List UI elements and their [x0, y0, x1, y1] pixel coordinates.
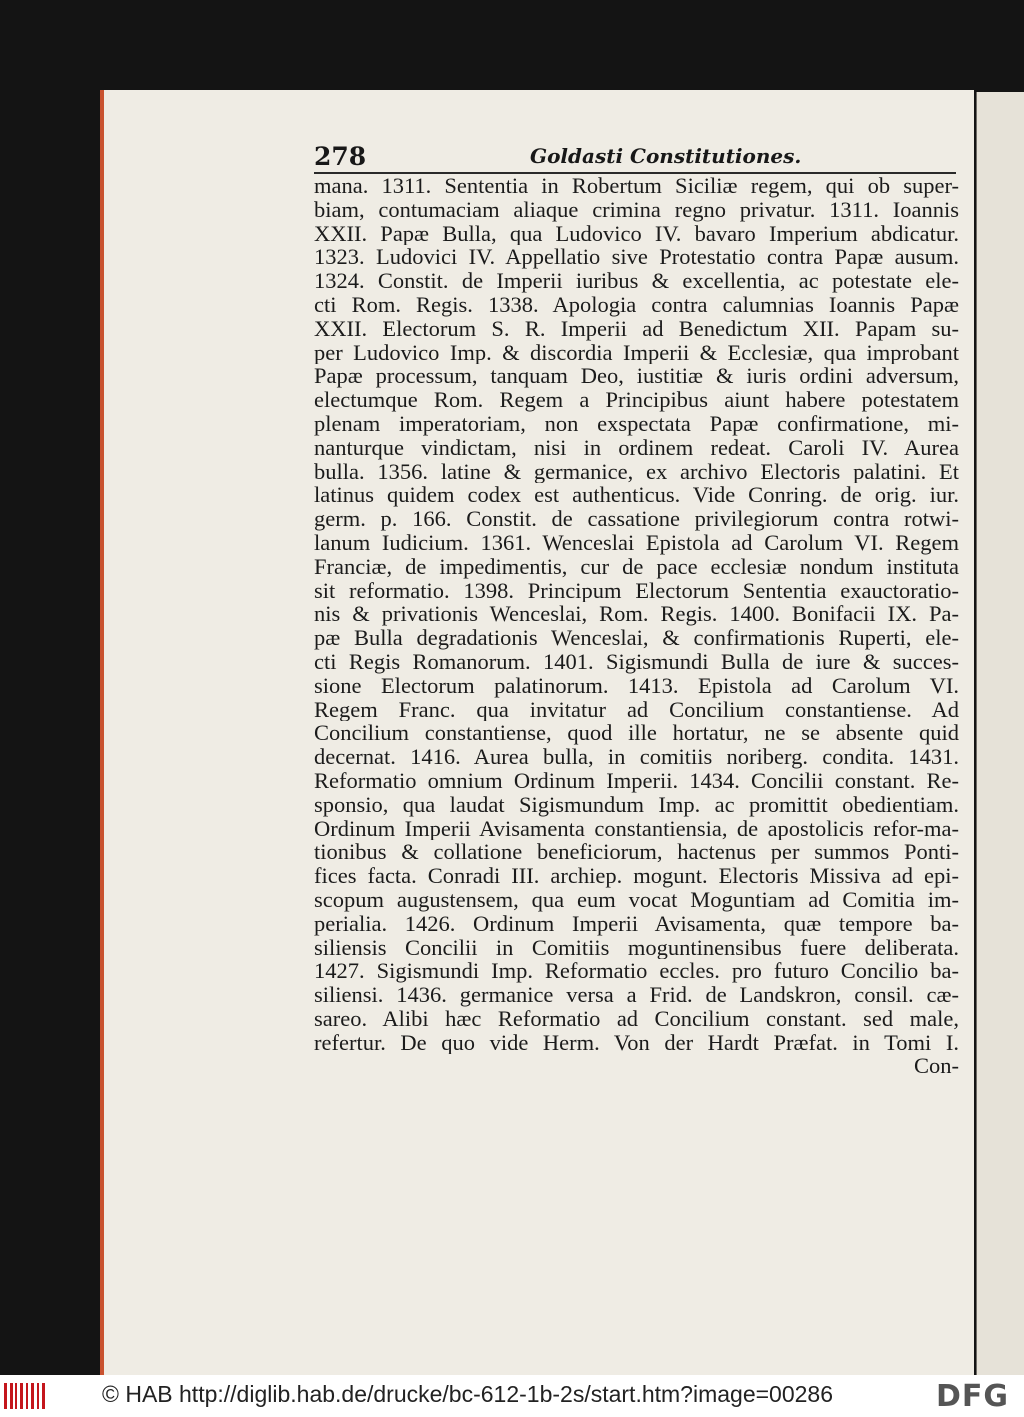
- body-text: [314, 174, 959, 1078]
- catchword: Con-: [914, 1054, 959, 1079]
- text-line: nanturque vindictam, nisi in ordinem redeat. Caroli IV. Aurea: [314, 435, 959, 460]
- text-line: fices facta. Conradi III. archiep. mogunt. Electoris Missiva ad epi-: [314, 864, 959, 888]
- running-title: Goldasti Constitutiones.: [530, 144, 802, 168]
- text-line: lanum Iudicium. 1361. Wenceslai Epistola ad Carolum VI. Regem: [314, 530, 959, 555]
- text-line: 1427. Sigismundi Imp. Reformatio eccles. pro futuro Concilio ba-: [314, 959, 959, 984]
- text-line: siliensis Concilii in Comitiis moguntinensibus fuere deliberata.: [314, 935, 959, 960]
- page-header: [314, 142, 964, 172]
- dfg-logo: DFG: [936, 1379, 1010, 1414]
- text-line: scopum augustensem, qua eum vocat Moguntiam ad Comitia im-: [314, 887, 959, 912]
- text-line: XXII. Electorum S. R. Imperii ad Benedictum XII. Papam su-: [314, 316, 959, 341]
- text-line: Ordinum Imperii Avisamenta constantiensia, de apostolicis refor-ma-: [314, 816, 959, 841]
- text-line: germ. p. 166. Constit. de cassatione privilegiorum contra rotwi-: [314, 507, 959, 531]
- text-line: per Ludovico Imp. & discordia Imperii & Ecclesiæ, qua improbant: [314, 340, 959, 365]
- text-line: XXII. Papæ Bulla, qua Ludovico IV. bavaro Imperium abdicatur.: [314, 221, 959, 246]
- text-line: Papæ processum, tanquam Deo, iustitiæ & iuris ordini adversum,: [314, 364, 959, 389]
- text-line: sit reformatio. 1398. Principum Electorum Sententia exauctoratio-: [314, 578, 959, 603]
- facing-page-edge: [976, 92, 1024, 1375]
- text-line: biam, contumaciam aliaque crimina regno privatur. 1311. Ioannis: [314, 197, 959, 222]
- text-line: refertur. De quo vide Herm. Von der Hardt Præfat. in Tomi I.: [314, 1030, 959, 1055]
- text-line: sponsio, qua laudat Sigismundum Imp. ac promittit obedientiam.: [314, 792, 959, 817]
- text-line: nis & privationis Wenceslai, Rom. Regis. 1400. Bonifacii IX. Pa-: [314, 602, 959, 627]
- source-link[interactable]: © HAB http://diglib.hab.de/drucke/bc-612-1b-2s/start.htm?image=00286: [102, 1381, 834, 1407]
- barcode-icon: [4, 1383, 48, 1409]
- text-line: decernat. 1416. Aurea bulla, in comitiis noriberg. condita. 1431.: [314, 745, 959, 769]
- text-line: sareo. Alibi hæc Reformatio ad Concilium constant. sed male,: [314, 1006, 959, 1031]
- text-line: pæ Bulla degradationis Wenceslai, & confirmationis Ruperti, ele-: [314, 626, 959, 650]
- text-line: Concilium constantiense, quod ille hortatur, ne se absente quid: [314, 721, 959, 746]
- text-line: Reformatio omnium Ordinum Imperii. 1434. Concilii constant. Re-: [314, 768, 959, 793]
- text-line: 1324. Constit. de Imperii iuribus & excellentia, ac potestate ele-: [314, 269, 959, 293]
- text-line: Franciæ, de impedimentis, cur de pace ecclesiæ nondum instituta: [314, 554, 959, 579]
- text-line: 1323. Ludovici IV. Appellatio sive Protestatio contra Papæ ausum.: [314, 245, 959, 270]
- book-page: [100, 90, 974, 1375]
- text-line: cti Regis Romanorum. 1401. Sigismundi Bulla de iure & succes-: [314, 649, 959, 674]
- text-line: mana. 1311. Sententia in Robertum Siciliæ regem, qui ob super-: [314, 174, 959, 198]
- text-line: electumque Rom. Regem a Principibus aiunt habere potestatem: [314, 388, 959, 412]
- text-line: perialia. 1426. Ordinum Imperii Avisamenta, quæ tempore ba-: [314, 911, 959, 936]
- text-line: Regem Franc. qua invitatur ad Concilium constantiense. Ad: [314, 697, 959, 722]
- text-line: sione Electorum palatinorum. 1413. Epistola ad Carolum VI.: [314, 673, 959, 698]
- text-line: plenam imperatoriam, non exspectata Papæ confirmatione, mi-: [314, 411, 959, 436]
- text-line: siliensi. 1436. germanice versa a Frid. de Landskron, consil. cæ-: [314, 983, 959, 1007]
- text-line: cti Rom. Regis. 1338. Apologia contra calumnias Ioannis Papæ: [314, 292, 959, 317]
- viewer-footer: [0, 1375, 1024, 1417]
- text-line: latinus quidem codex est authenticus. Vide Conring. de orig. iur.: [314, 483, 959, 508]
- text-line: bulla. 1356. latine & germanice, ex archivo Electoris palatini. Et: [314, 459, 959, 484]
- text-line: tionibus & collatione beneficiorum, hactenus per summos Ponti-: [314, 840, 959, 865]
- page-number: 278: [314, 142, 367, 171]
